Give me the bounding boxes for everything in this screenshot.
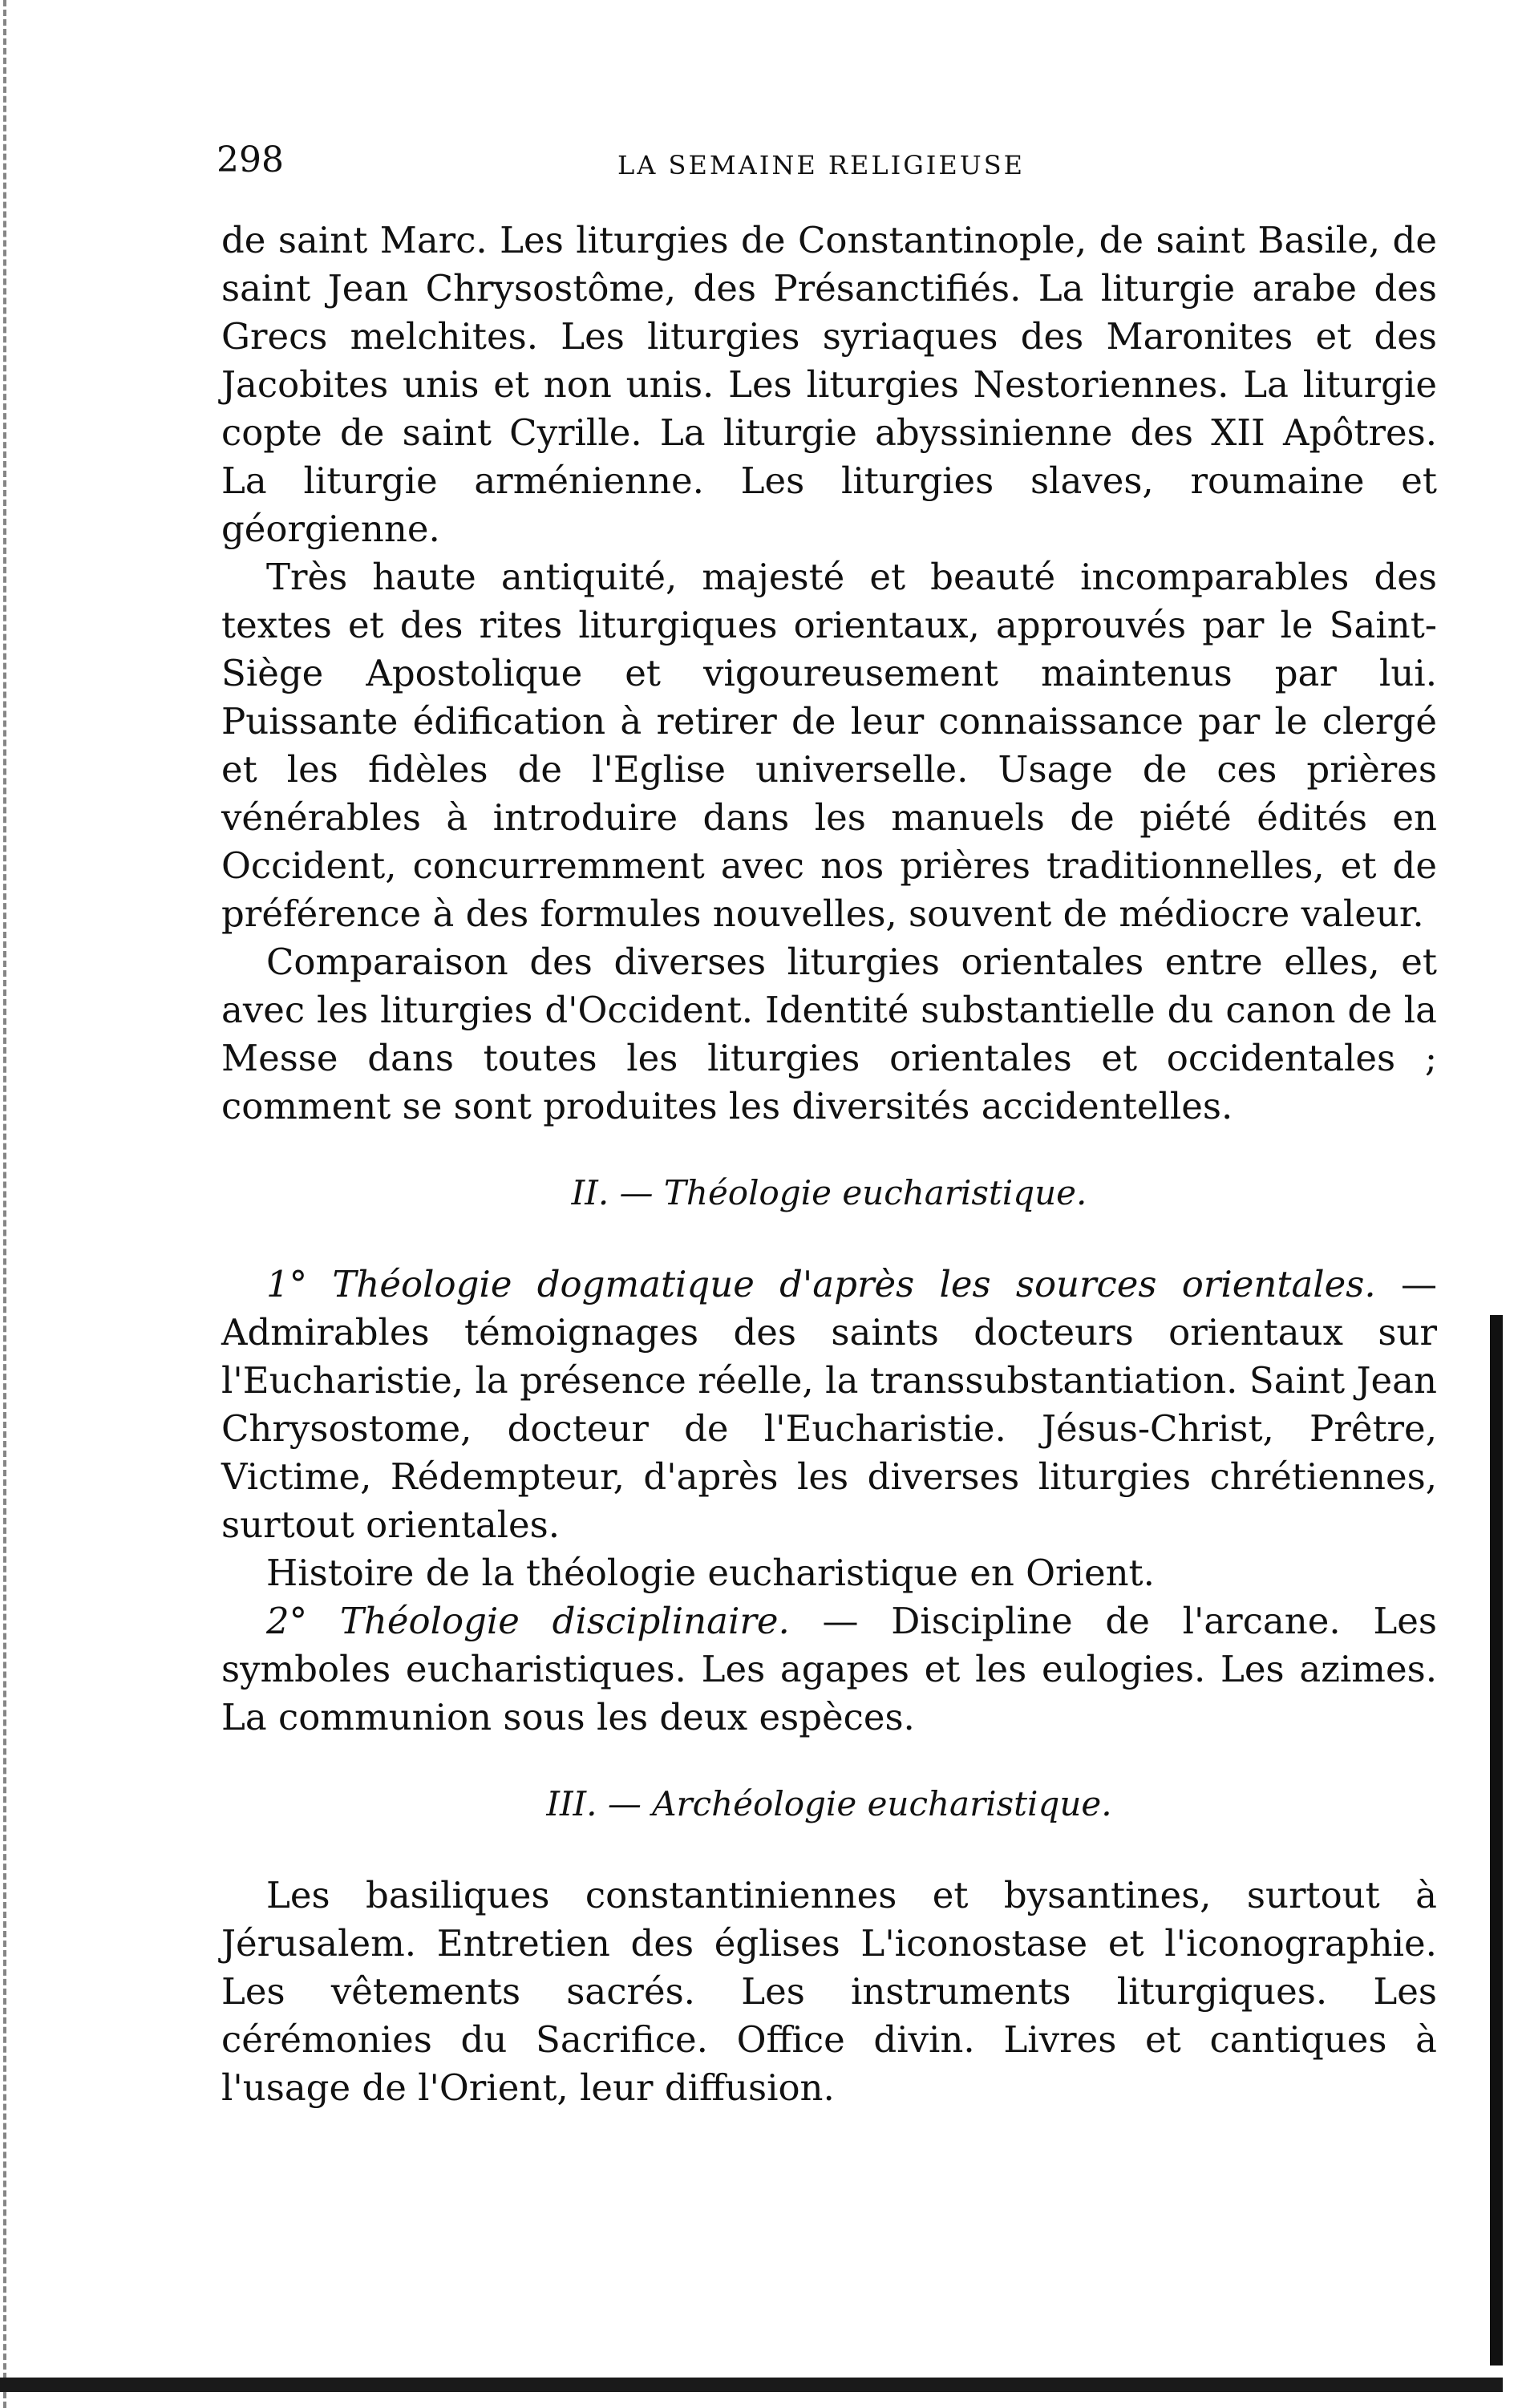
section-heading-archaeology: III. — Archéologie eucharistique.: [546, 1784, 1112, 1823]
paragraph-disciplinary-theology: [221, 1597, 1437, 1742]
item-dash: —: [1375, 1263, 1437, 1305]
item-text-dogmatic: Admirables témoignages des saints docteurs orientaux sur l'Eucharistie, la présence réelle, la transsubstantiation. Saint Jean Chrysostome, docteur de l'Eucharistie. Jésus-Christ, Prêtre, Victime, Rédempteur, d'après les diverses liturgies chrétiennes, surtout orientales.: [221, 1311, 1437, 1546]
section-heading-theology: II. — Théologie eucharistique.: [571, 1173, 1087, 1212]
scan-right-edge: [1490, 1315, 1503, 2366]
paragraph-archaeology: Les basiliques constantiniennes et bysantines, surtout à Jérusalem. Entretien des églises L'iconostase et l'iconographie. Les vêtements sacrés. Les instruments liturgiques. Les cérémonies du Sacrifice. Office divin. Livres et cantiques à l'usage de l'Orient, leur diffusion.: [221, 1874, 1437, 2109]
item-text-disciplinary: Discipline de l'arcane. Les symboles eucharistiques. Les agapes et les eulogies. Les azimes. La communion sous les deux espèces.: [221, 1600, 1437, 1738]
scan-bottom-edge: [0, 2378, 1503, 2392]
item-lead-dogmatic: 1° Théologie dogmatique d'après les sources orientales.: [266, 1263, 1376, 1305]
paragraph-comparison: Comparaison des diverses liturgies orientales entre elles, et avec les liturgies d'Occident. Identité substantielle du canon de la Messe dans toutes les liturgies orientales et occidentales ; comment se sont produites les diversités accidentelles.: [221, 941, 1437, 1127]
body-text: [221, 217, 1437, 2112]
paragraph-antiquity: Très haute antiquité, majesté et beauté incomparables des textes et des rites liturgiques orientaux, approuvés par le Saint-Siège Apostolique et vigoureusement maintenus par lui. Puissante édification à retirer de leur connaissance par le clergé et les fidèles de l'Eglise universelle. Usage de ces prières vénérables à introduire dans les manuels de piété édités en Occident, concurremment avec nos prières traditionnelles, et de préférence à des formules nouvelles, souvent de médiocre valeur.: [221, 556, 1437, 935]
item-lead-disciplinary: 2° Théologie disciplinaire.: [266, 1600, 790, 1642]
paragraph-liturgies-list: de saint Marc. Les liturgies de Constantinople, de saint Basile, de saint Jean Chrysostôme, des Présanctifiés. La liturgie arabe des Grecs melchites. Les liturgies syriaques des Maronites et des Jacobites unis et non unis. Les liturgies Nestoriennes. La liturgie copte de saint Cyrille. La liturgie abyssinienne des XII Apôtres. La liturgie arménienne. Les liturgies slaves, roumaine et géorgienne.: [221, 219, 1437, 550]
item-dash: —: [789, 1600, 892, 1642]
paragraph-dogmatic-theology: [221, 1261, 1437, 1549]
page-header: [217, 136, 1443, 184]
scan-left-edge: [3, 0, 14, 2408]
page-number: 298: [217, 140, 284, 180]
paragraph-history: Histoire de la théologie eucharistique en Orient.: [266, 1552, 1155, 1594]
running-title: LA SEMAINE RELIGIEUSE: [617, 150, 1026, 180]
